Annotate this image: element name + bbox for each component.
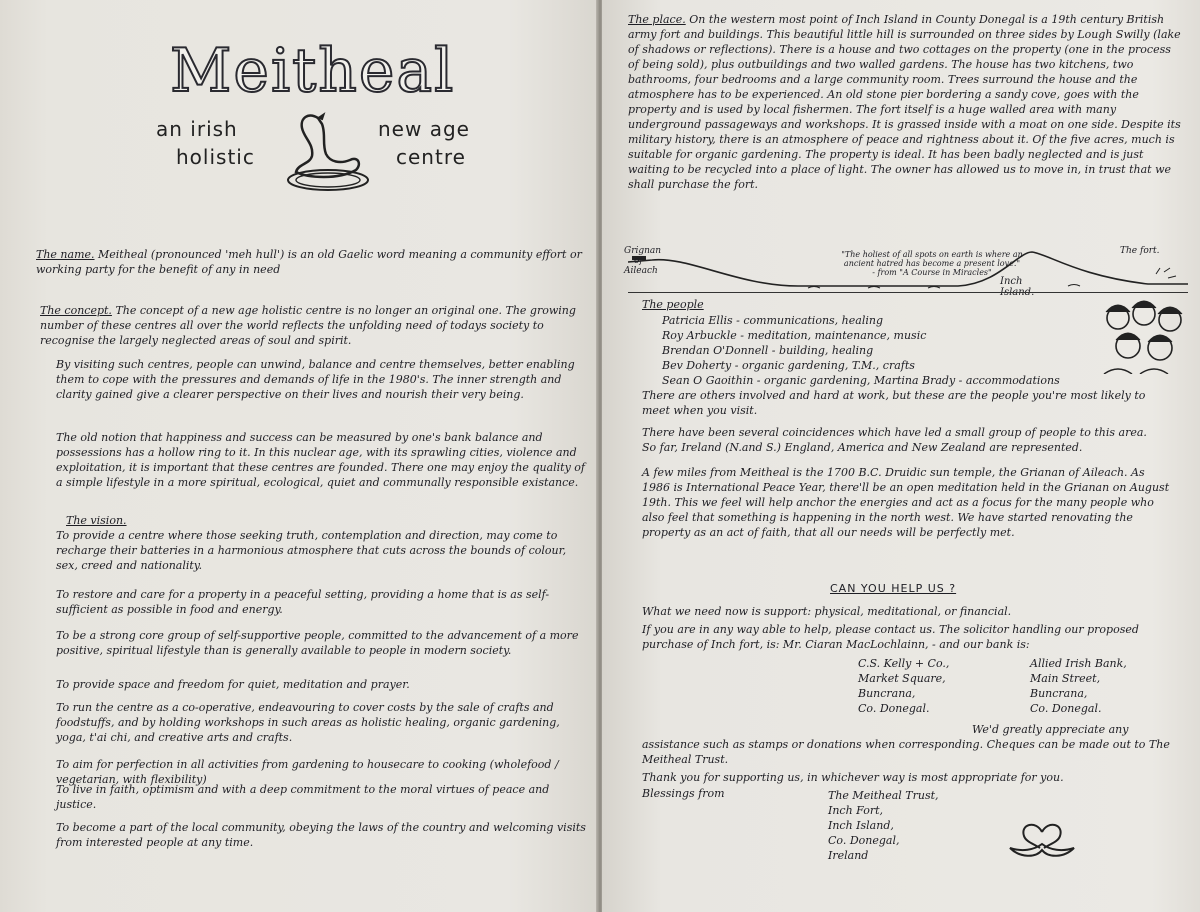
- list-item: Sean O Gaoithin - organic gardening, Martina Brady - accommodations: [662, 374, 1060, 387]
- trust-line-1: The Meitheal Trust,: [828, 789, 939, 802]
- thanks-text: Thank you for supporting us, in whichever way is most appropriate for you.: [642, 771, 1064, 784]
- blessings-text: Blessings from: [642, 787, 725, 800]
- landscape-sketch-icon: [628, 246, 1188, 294]
- vision-para-4: To provide space and freedom for quiet, meditation and prayer.: [56, 678, 410, 691]
- concept-para-2: By visiting such centres, people can unwind, balance and centre themselves, better enabling them to cope with the pressures and demands of life in the 1980's. The inner strength and clarity gained give a clearer perspective on their lives and nourish their very being.: [56, 358, 575, 401]
- concept-para-3: The old notion that happiness and success can be measured by one's bank balance and possessions has a hollow ring to it. In this nuclear age, with its sprawling cities, violence and exploitation, it is important that these centres are founded. There one may enjoy the quality of a simple lifestyle in a more spiritual, ecological, quiet and communally responsible existance.: [56, 431, 585, 489]
- place-heading: The place.: [628, 13, 686, 26]
- logo-sub-right-1: new age: [378, 117, 470, 141]
- vision-para-3: To be a strong core group of self-supportive people, committed to the advancement of a more positive, spiritual lifestyle than is generally available to people in modern society.: [56, 629, 579, 657]
- list-item: Patricia Ellis - communications, healing: [662, 314, 883, 327]
- help-line-2: If you are in any way able to help, please contact us. The solicitor handling our proposed purchase of Inch fort, is: Mr. Ciaran MacLochlainn, - and our bank is:: [642, 623, 1139, 651]
- help-heading: CAN YOU HELP US ?: [830, 582, 957, 595]
- solicitor-line-1: C.S. Kelly + Co.,: [858, 657, 950, 670]
- vision-para-2: To restore and care for a property in a peaceful setting, providing a home that is as self-sufficient as possible in food and energy.: [56, 588, 550, 616]
- faces-illustration-icon: [1100, 298, 1188, 374]
- logo-sub-right-2: centre: [396, 145, 466, 169]
- trust-address: [828, 788, 939, 863]
- list-item: Roy Arbuckle - meditation, maintenance, music: [662, 329, 927, 342]
- vision-para-5: To run the centre as a co-operative, endeavouring to cover costs by the sale of crafts and foodstuffs, and by holding workshops in such areas as holistic healing, organic gardening, yoga, t'ai chi, and creative arts and crafts.: [56, 701, 560, 744]
- swan-hearts-icon: [1006, 822, 1078, 860]
- section-name: [36, 247, 588, 277]
- section-concept: [40, 303, 588, 348]
- trust-line-3: Inch Island,: [828, 819, 894, 832]
- logo-title: Meitheal: [170, 36, 456, 106]
- label-grignan-1: Grignan: [624, 246, 662, 256]
- solicitor-line-4: Co. Donegal.: [858, 702, 930, 715]
- people-list: [662, 313, 1060, 388]
- concept-heading: The concept.: [40, 304, 112, 317]
- people-para-3: A few miles from Meitheal is the 1700 B.C. Druidic sun temple, the Grianan of Aileach. As 1986 is International Peace Year, there'll be an open meditation held in the Grianan on August 19th. This we feel will help anchor the energies and act as a focus for the many people who also feel that something is happening in the north west. We have started renovating the property as an act of faith, that all our needs will be perfectly met.: [642, 466, 1170, 539]
- label-inch: Inch: [1000, 276, 1023, 287]
- bank-line-4: Co. Donegal.: [1030, 702, 1102, 715]
- name-text: Meitheal (pronounced 'meh hull') is an old Gaelic word meaning a community effort or working party for the benefit of any in need: [36, 248, 582, 276]
- section-divider: [628, 292, 1188, 293]
- solicitor-line-2: Market Square,: [858, 672, 946, 685]
- vision-para-8: To become a part of the local community, obeying the laws of the country and welcoming visits from interested people at any time.: [56, 821, 586, 849]
- quote-source: - from "A Course in Miracles": [872, 268, 992, 277]
- bank-line-1: Allied Irish Bank,: [1030, 657, 1127, 670]
- appreciate-text: We'd greatly appreciate any assistance such as stamps or donations when corresponding. Cheques can be made out to The Meitheal Trust.: [642, 723, 1170, 766]
- left-page: [0, 0, 598, 912]
- bank-line-2: Main Street,: [1030, 672, 1101, 685]
- vision-heading: The vision.: [66, 514, 127, 527]
- concept-para-1: The concept of a new age holistic centre is no longer an original one. The growing number of these centres all over the world reflects the unfolding need of todays society to recognise the largely neglected areas of soul and spirit.: [40, 304, 576, 347]
- logo-sub-left-1: an irish: [156, 117, 238, 141]
- bank-address: [1030, 656, 1127, 716]
- list-item: Brendan O'Donnell - building, healing: [662, 344, 874, 357]
- place-text: On the western most point of Inch Island in County Donegal is a 19th century British army fort and buildings. This beautiful little hill is surrounded on three sides by Lough Swilly (lake of shadows or reflections). There is a house and two cottages on the property (one in the process of being sold), plus outbuildings and two walled gardens. The house has two kitchens, two bathrooms, four bedrooms and a large community room. Trees surround the house and the atmosphere has to be experienced. An old stone pier bordering a sandy cove, goes with the property and is used by local fishermen. The fort itself is a huge walled area with many underground passageways and workshops. It is grassed inside with a moat on one side. Despite its military history, there is an atmosphere of peace and rightness about it. Of the five acres, much is suitable for organic gardening. The property is ideal. It has been badly neglected and is just waiting to be recycled into a place of light. The owner has allowed us to move in, in trust that we shall purchase the fort.: [628, 13, 1181, 191]
- label-grignan-3: Aileach: [624, 266, 658, 276]
- trust-line-5: Ireland: [828, 849, 869, 862]
- label-grignan-2: of: [634, 256, 643, 266]
- bank-line-3: Buncrana,: [1030, 687, 1088, 700]
- vision-para-7: To live in faith, optimism and with a deep commitment to the moral virtues of peace and justice.: [56, 783, 550, 811]
- vision-para-1: To provide a centre where those seeking truth, contemplation and direction, may come to recharge their batteries in a harmonious atmosphere that cuts across the bounds of colour, sex, creed and nationality.: [56, 529, 567, 572]
- quote-line-2: ancient hatred has become a present love.": [843, 259, 1021, 268]
- vision-para-6: To aim for perfection in all activities from gardening to housecare to cooking (wholefood / vegetarian, with flexibility): [56, 758, 559, 786]
- trust-line-4: Co. Donegal,: [828, 834, 900, 847]
- quote-line-1: "The holiest of all spots on earth is where an: [841, 250, 1023, 259]
- label-grignan: [624, 246, 661, 276]
- label-fort: The fort.: [1120, 246, 1160, 256]
- help-line-1: What we need now is support: physical, meditational, or financial.: [642, 605, 1012, 618]
- trust-line-2: Inch Fort,: [828, 804, 883, 817]
- solicitor-line-3: Buncrana,: [858, 687, 916, 700]
- people-heading: The people: [642, 298, 704, 311]
- logo-sub-left-2: holistic: [176, 145, 255, 169]
- section-place: [628, 12, 1184, 192]
- name-heading: The name.: [36, 248, 95, 261]
- list-item: Bev Doherty - organic gardening, T.M., crafts: [662, 359, 915, 372]
- swan-logo-icon: [278, 104, 378, 199]
- solicitor-address: [858, 656, 949, 716]
- people-para-1: There are others involved and hard at work, but these are the people you're most likely to meet when you visit.: [642, 389, 1146, 417]
- right-page: [602, 0, 1200, 912]
- people-para-2: There have been several coincidences which have led a small group of people to this area. So far, Ireland (N.and S.) England, America and New Zealand are represented.: [642, 426, 1147, 454]
- label-inch-island: [1000, 276, 1034, 298]
